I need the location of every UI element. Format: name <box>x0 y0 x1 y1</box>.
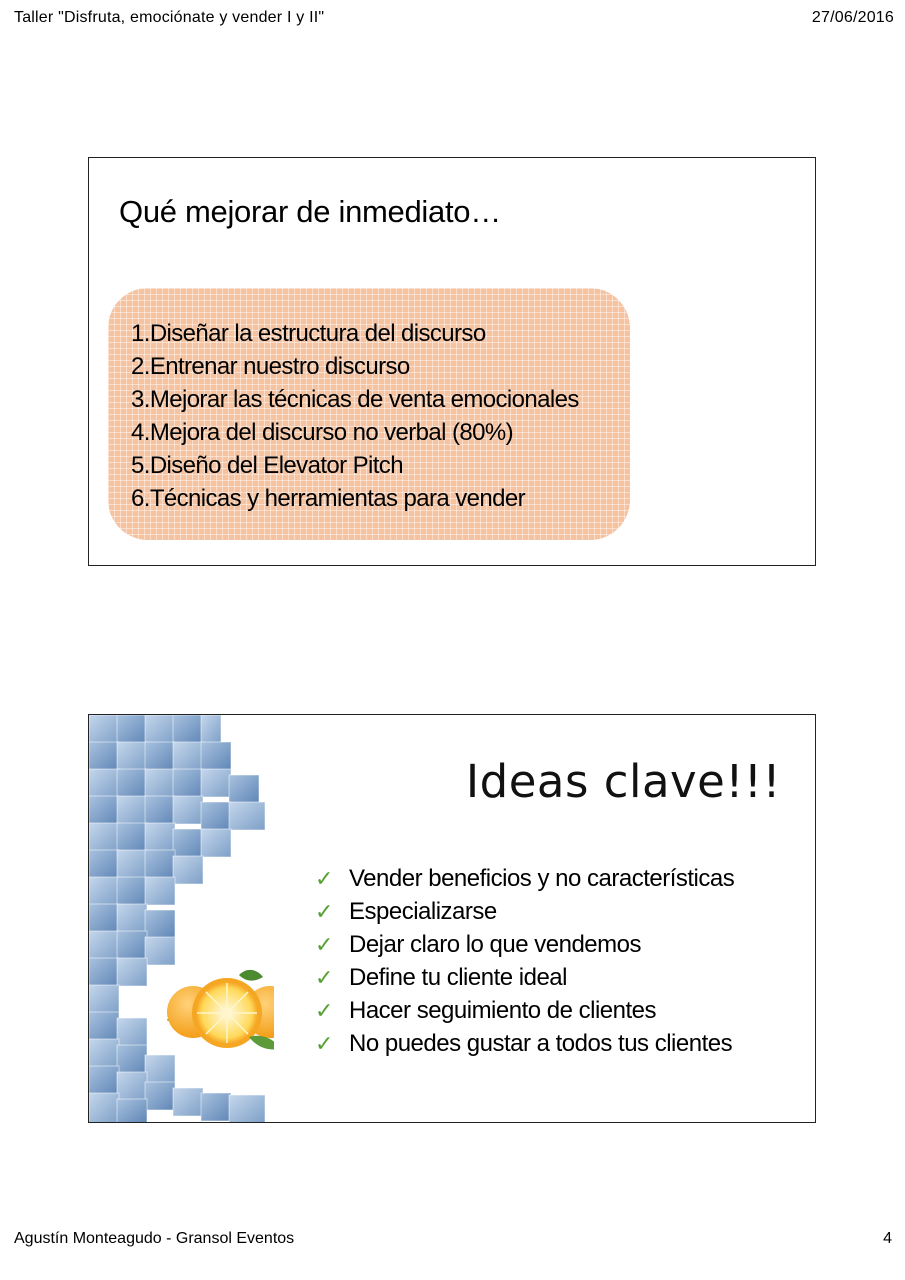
slide-ideas-clave <box>88 714 816 1123</box>
list-item <box>315 961 734 994</box>
check-mark-icon: ✓ <box>315 866 333 891</box>
footer-author: Agustín Monteagudo - Gransol Eventos <box>14 1230 295 1247</box>
header-date: 27/06/2016 <box>811 9 894 26</box>
list-item <box>315 994 734 1027</box>
header-title: Taller "Disfruta, emociónate y vender I y II" <box>14 9 325 26</box>
key-ideas-list <box>315 862 734 1060</box>
list-item-text: Define tu cliente ideal <box>349 964 567 991</box>
numbered-list <box>131 317 579 515</box>
page-number: 4 <box>883 1230 892 1247</box>
list-item <box>315 928 734 961</box>
list-item: 2.Entrenar nuestro discurso <box>131 353 410 380</box>
check-mark-icon: ✓ <box>315 932 333 957</box>
slide-title: Qué mejorar de inmediato… <box>119 194 501 229</box>
slide-title: Ideas clave!!! <box>465 755 781 808</box>
list-item: 5.Diseño del Elevator Pitch <box>131 452 403 479</box>
list-item-text: No puedes gustar a todos tus clientes <box>349 1030 733 1057</box>
numbered-list-box <box>108 288 630 540</box>
check-mark-icon: ✓ <box>315 899 333 924</box>
blue-cubes-oranges-decoration <box>89 715 274 1122</box>
list-item-text: Especializarse <box>349 898 497 925</box>
list-item <box>315 1027 734 1060</box>
list-item <box>315 862 734 895</box>
list-item: 6.Técnicas y herramientas para vender <box>131 485 526 512</box>
check-mark-icon: ✓ <box>315 998 333 1023</box>
list-item-text: Dejar claro lo que vendemos <box>349 931 641 958</box>
check-mark-icon: ✓ <box>315 1031 333 1056</box>
list-item: 1.Diseñar la estructura del discurso <box>131 320 486 347</box>
slide-que-mejorar <box>88 157 816 566</box>
list-item <box>315 895 734 928</box>
list-item: 3.Mejorar las técnicas de venta emocionales <box>131 386 579 413</box>
list-item: 4.Mejora del discurso no verbal (80%) <box>131 419 513 446</box>
list-item-text: Vender beneficios y no características <box>349 865 735 892</box>
list-item-text: Hacer seguimiento de clientes <box>349 997 657 1024</box>
check-mark-icon: ✓ <box>315 965 333 990</box>
